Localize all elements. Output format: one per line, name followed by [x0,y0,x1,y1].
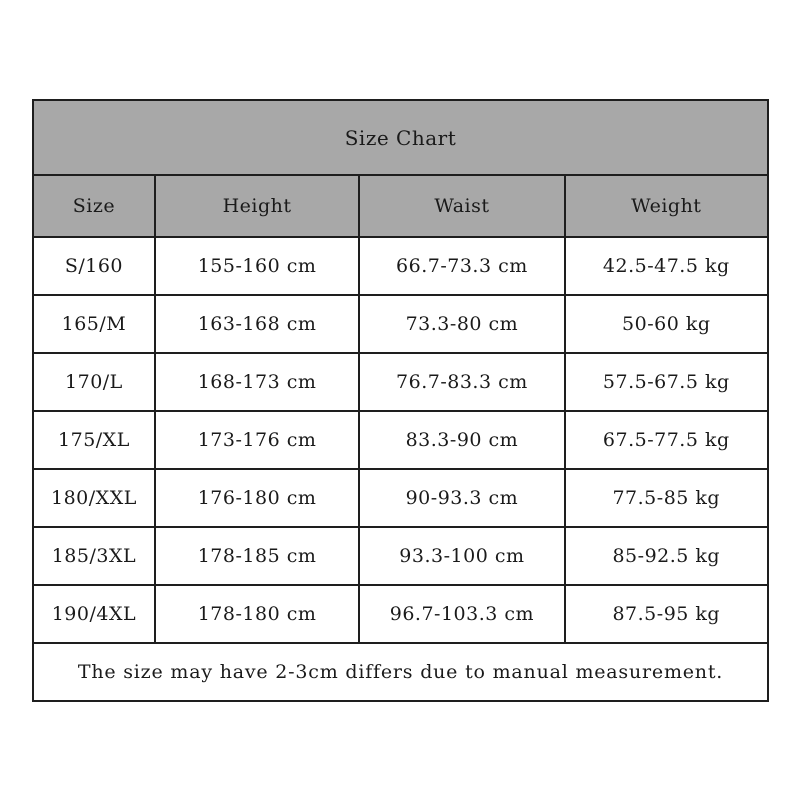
footer-row [33,643,768,701]
cell-waist: 83.3-90 cm [359,411,564,469]
cell-height: 178-185 cm [155,527,359,585]
cell-height: 178-180 cm [155,585,359,643]
cell-size: 185/3XL [33,527,155,585]
cell-waist: 76.7-83.3 cm [359,353,564,411]
cell-height: 176-180 cm [155,469,359,527]
column-header-waist: Waist [359,175,564,237]
column-header-weight: Weight [565,175,768,237]
table-row [33,585,768,643]
column-header-size: Size [33,175,155,237]
cell-waist: 90-93.3 cm [359,469,564,527]
cell-waist: 96.7-103.3 cm [359,585,564,643]
footer-note: The size may have 2-3cm differs due to manual measurement. [33,643,768,701]
cell-size: 180/XXL [33,469,155,527]
cell-weight: 57.5-67.5 kg [565,353,768,411]
column-header-height: Height [155,175,359,237]
chart-title: Size Chart [33,100,768,175]
cell-height: 163-168 cm [155,295,359,353]
cell-size: 190/4XL [33,585,155,643]
cell-weight: 42.5-47.5 kg [565,237,768,295]
table-row [33,353,768,411]
cell-weight: 85-92.5 kg [565,527,768,585]
table-row [33,237,768,295]
cell-waist: 93.3-100 cm [359,527,564,585]
table-row [33,527,768,585]
cell-size: 165/M [33,295,155,353]
size-chart-table [32,99,769,702]
cell-waist: 66.7-73.3 cm [359,237,564,295]
column-header-row [33,175,768,237]
cell-height: 168-173 cm [155,353,359,411]
cell-height: 173-176 cm [155,411,359,469]
cell-size: S/160 [33,237,155,295]
cell-waist: 73.3-80 cm [359,295,564,353]
cell-weight: 87.5-95 kg [565,585,768,643]
table-row [33,295,768,353]
title-row [33,100,768,175]
cell-weight: 50-60 kg [565,295,768,353]
cell-weight: 67.5-77.5 kg [565,411,768,469]
table-row [33,411,768,469]
cell-height: 155-160 cm [155,237,359,295]
cell-size: 175/XL [33,411,155,469]
cell-size: 170/L [33,353,155,411]
table-row [33,469,768,527]
cell-weight: 77.5-85 kg [565,469,768,527]
